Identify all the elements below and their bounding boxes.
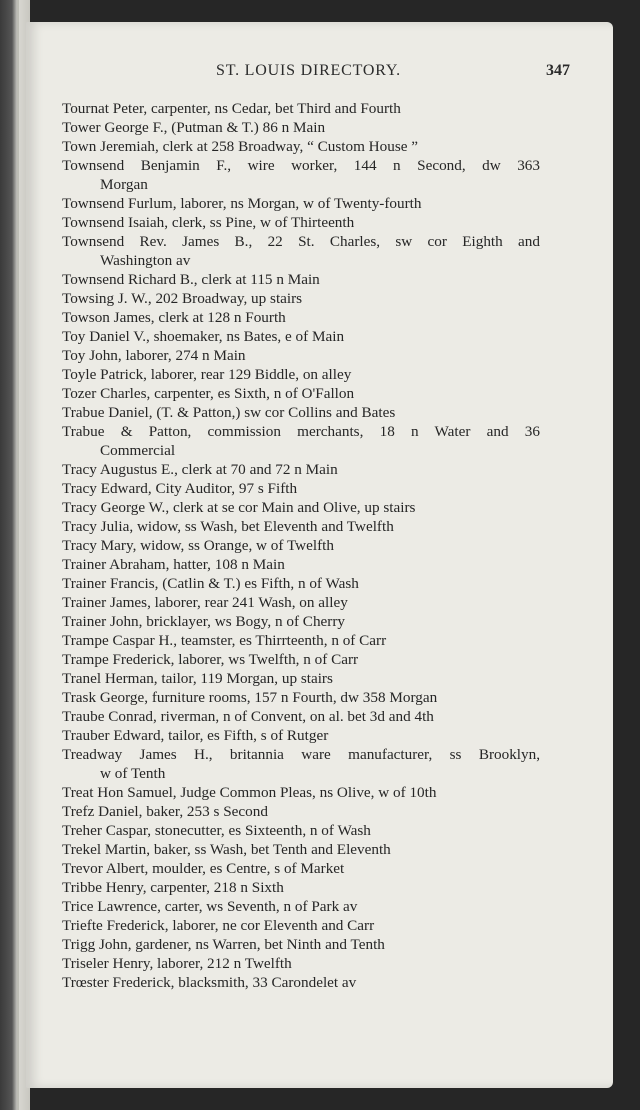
directory-entry: Trask George, furniture rooms, 157 n Fourth, dw 358 Morgan <box>62 689 438 706</box>
directory-entry: Toy John, laborer, 274 n Main <box>62 347 246 364</box>
directory-entry-continuation: w of Tenth <box>100 765 166 782</box>
directory-entry: Treat Hon Samuel, Judge Common Pleas, ns Olive, w of 10th <box>62 784 437 801</box>
directory-entry: Trainer James, laborer, rear 241 Wash, on alley <box>62 594 348 611</box>
directory-page <box>26 22 613 1088</box>
directory-entry: Toy Daniel V., shoemaker, ns Bates, e of Main <box>62 328 345 345</box>
directory-entry: Trabue & Patton, commission merchants, 18 n Water and 36 <box>62 423 540 440</box>
directory-entry: Townsend Furlum, laborer, ns Morgan, w of Twenty-fourth <box>62 195 422 212</box>
directory-entry: Trampe Caspar H., teamster, es Thirrteenth, n of Carr <box>62 632 387 649</box>
directory-entry-continuation: Morgan <box>100 176 148 193</box>
directory-entry: Trainer Abraham, hatter, 108 n Main <box>62 556 285 573</box>
directory-entry: Treadway James H., britannia ware manufacturer, ss Brooklyn, <box>62 746 540 763</box>
directory-entry: Towson James, clerk at 128 n Fourth <box>62 309 286 326</box>
directory-entry: Trigg John, gardener, ns Warren, bet Ninth and Tenth <box>62 936 385 953</box>
directory-entry: Trice Lawrence, carter, ws Seventh, n of Park av <box>62 898 358 915</box>
directory-entry: Tozer Charles, carpenter, es Sixth, n of O'Fallon <box>62 385 355 402</box>
directory-entry: Trevor Albert, moulder, es Centre, s of Market <box>62 860 345 877</box>
directory-entry: Treher Caspar, stonecutter, es Sixteenth, n of Wash <box>62 822 371 839</box>
directory-entry: Townsend Richard B., clerk at 115 n Main <box>62 271 320 288</box>
directory-entry: Trauber Edward, tailor, es Fifth, s of Rutger <box>62 727 329 744</box>
directory-entry: Trefz Daniel, baker, 253 s Second <box>62 803 268 820</box>
directory-entry: Townsend Benjamin F., wire worker, 144 n Second, dw 363 <box>62 157 540 174</box>
directory-entry: Trainer Francis, (Catlin & T.) es Fifth, n of Wash <box>62 575 359 592</box>
page-title: ST. LOUIS DIRECTORY. <box>216 62 401 79</box>
page-number: 347 <box>546 62 570 79</box>
directory-entry: Triseler Henry, laborer, 212 n Twelfth <box>62 955 292 972</box>
directory-entry: Trabue Daniel, (T. & Patton,) sw cor Collins and Bates <box>62 404 396 421</box>
directory-entry-continuation: Washington av <box>100 252 191 269</box>
directory-entry: Traube Conrad, riverman, n of Convent, on al. bet 3d and 4th <box>62 708 434 725</box>
directory-entries <box>62 99 540 992</box>
running-header <box>62 62 570 82</box>
directory-entry: Tournat Peter, carpenter, ns Cedar, bet Third and Fourth <box>62 100 401 117</box>
directory-entry: Trampe Frederick, laborer, ws Twelfth, n of Carr <box>62 651 359 668</box>
binding-edge <box>17 0 19 1110</box>
directory-entry: Trainer John, bricklayer, ws Bogy, n of Cherry <box>62 613 345 630</box>
directory-entry: Tracy Augustus E., clerk at 70 and 72 n Main <box>62 461 338 478</box>
directory-entry: Toyle Patrick, laborer, rear 129 Biddle, on alley <box>62 366 352 383</box>
directory-entry: Triefte Frederick, laborer, ne cor Eleventh and Carr <box>62 917 375 934</box>
directory-entry: Tranel Herman, tailor, 119 Morgan, up stairs <box>62 670 333 687</box>
directory-entry: Tower George F., (Putman & T.) 86 n Main <box>62 119 326 136</box>
directory-entry: Tribbe Henry, carpenter, 218 n Sixth <box>62 879 284 896</box>
directory-entry-continuation: Commercial <box>100 442 176 459</box>
directory-entry: Tracy Mary, widow, ss Orange, w of Twelfth <box>62 537 334 554</box>
directory-entry: Townsend Rev. James B., 22 St. Charles, sw cor Eighth and <box>62 233 540 250</box>
directory-entry: Town Jeremiah, clerk at 258 Broadway, “ Custom House ” <box>62 138 419 155</box>
directory-entry: Towsing J. W., 202 Broadway, up stairs <box>62 290 303 307</box>
directory-entry: Townsend Isaiah, clerk, ss Pine, w of Thirteenth <box>62 214 355 231</box>
directory-entry: Trekel Martin, baker, ss Wash, bet Tenth and Eleventh <box>62 841 391 858</box>
directory-entry: Tracy Julia, widow, ss Wash, bet Eleventh and Twelfth <box>62 518 394 535</box>
directory-entry: Tracy George W., clerk at se cor Main and Olive, up stairs <box>62 499 416 516</box>
directory-entry: Trœster Frederick, blacksmith, 33 Carondelet av <box>62 974 357 991</box>
directory-entry: Tracy Edward, City Auditor, 97 s Fifth <box>62 480 298 497</box>
